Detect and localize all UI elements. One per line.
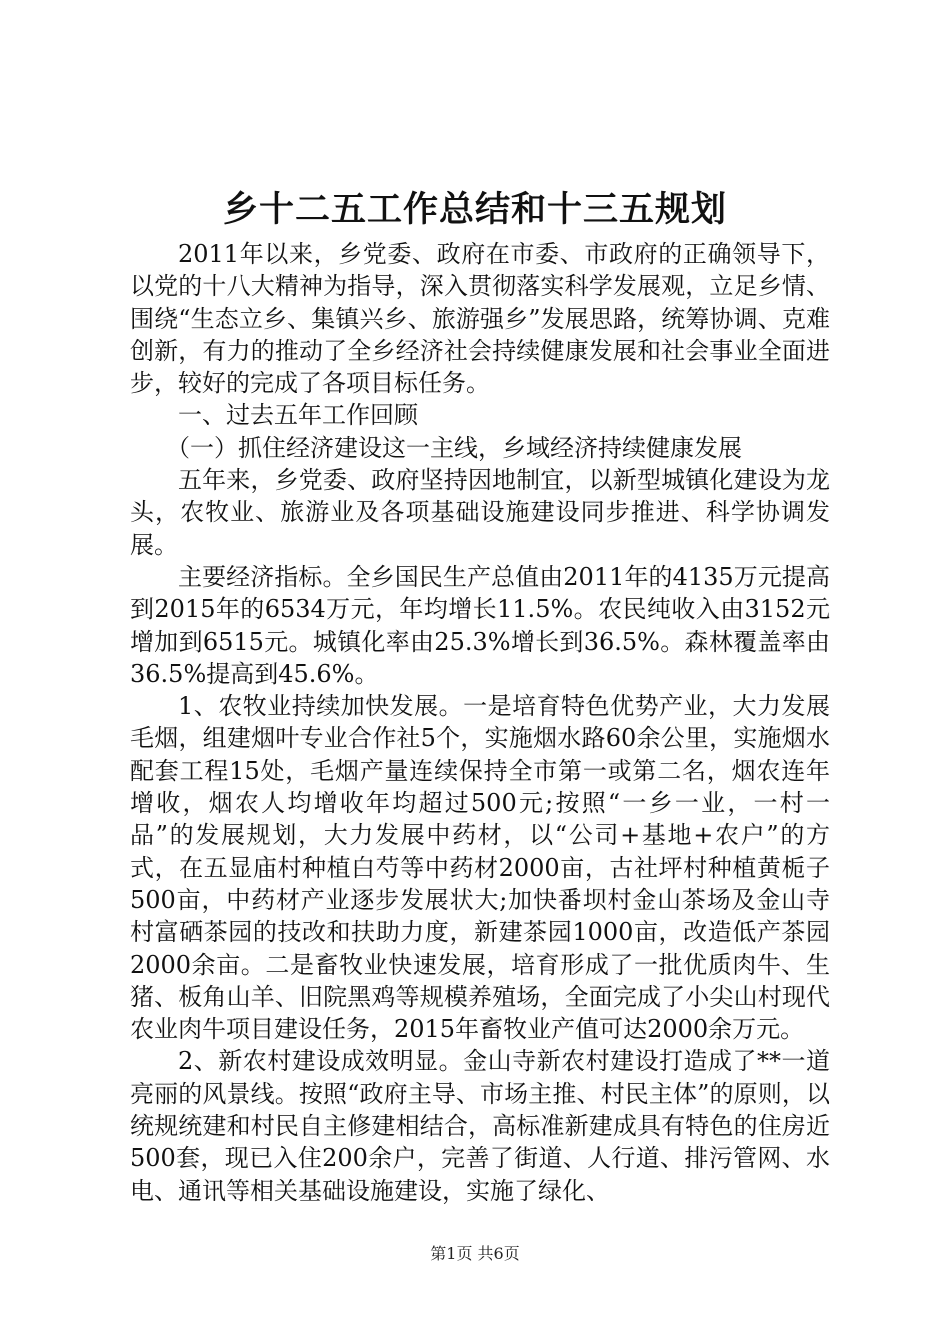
document-body [130, 238, 830, 1207]
section-heading: 一、过去五年工作回顾 [178, 401, 418, 430]
page-number-footer: 第1页 共6页 [430, 1244, 520, 1263]
document-title: 乡十二五工作总结和十三五规划 [222, 189, 727, 230]
paragraph: 主要经济指标。全乡国民生产总值由2011年的4135万元提高到2015年的6534万元，年均增长11.5%。农民纯收入由3152元增加到6515元。城镇化率由25.3%增长到36.5%。森林覆盖率由36.5%提高到45.6%。 [130, 562, 830, 688]
paragraph-intro: 2011年以来，乡党委、政府在市委、市政府的正确领导下，以党的十八大精神为指导，深入贯彻落实科学发展观，立足乡情、围绕“生态立乡、集镇兴乡、旅游强乡”发展思路，统筹协调、克难创新，有力的推动了全乡经济社会持续健康发展和社会事业全面进步，较好的完成了各项目标任务。 [130, 240, 830, 398]
paragraph: 2、新农村建设成效明显。金山寺新农村建设打造成了**一道亮丽的风景线。按照“政府主导、市场主推、村民主体”的原则，以统规统建和村民自主修建相结合，高标准新建成具有特色的住房近500套，现已入住200余户，完善了街道、人行道、排污管网、水电、通讯等相关基础设施建设，实施了绿化、 [130, 1047, 830, 1205]
paragraph: 五年来，乡党委、政府坚持因地制宜，以新型城镇化建设为龙头，农牧业、旅游业及各项基础设施建设同步推进、科学协调发展。 [130, 466, 830, 559]
paragraph: 1、农牧业持续加快发展。一是培育特色优势产业，大力发展毛烟，组建烟叶专业合作社5个，实施烟水路60余公里，实施烟水配套工程15处，毛烟产量连续保持全市第一或第二名，烟农连年增收，烟农人均增收年均超过500元;按照“一乡一业，一村一品”的发展规划，大力发展中药材，以“公司+基地+农户”的方式，在五显庙村种植白芍等中药材2000亩，古社坪村种植黄栀子500亩，中药材产业逐步发展状大;加快番坝村金山茶场及金山寺村富硒茶园的技改和扶助力度，新建茶园1000亩，改造低产茶园2000余亩。二是畜牧业快速发展，培育形成了一批优质肉牛、生猪、板角山羊、旧院黑鸡等规模养殖场，全面完成了小尖山村现代农业肉牛项目建设任务，2015年畜牧业产值可达2000余万元。 [130, 692, 830, 1044]
subsection-heading: （一）抓住经济建设这一主线，乡域经济持续健康发展 [166, 433, 742, 462]
